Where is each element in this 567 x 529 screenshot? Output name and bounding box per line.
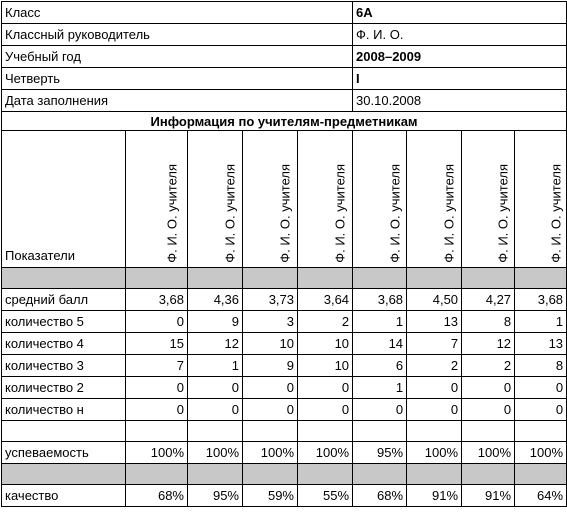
row-label: успеваемость xyxy=(2,442,126,464)
teacher-header-cell xyxy=(407,131,462,268)
gray-cell xyxy=(188,464,243,485)
row-label: количество н xyxy=(2,399,126,421)
row-label: количество 2 xyxy=(2,377,126,399)
info-value: I xyxy=(353,68,567,90)
section-title: Информация по учителям-предметникам xyxy=(2,112,567,131)
cell: 100% xyxy=(188,442,243,464)
cell: 0 xyxy=(126,377,188,399)
cell: 0 xyxy=(515,399,567,421)
cell: 14 xyxy=(353,333,407,355)
cell: 12 xyxy=(462,333,515,355)
blank-cell xyxy=(407,421,462,442)
cell: 0 xyxy=(243,377,298,399)
teacher-name: Ф. И. О. учителя xyxy=(387,164,403,263)
row-label: количество 3 xyxy=(2,355,126,377)
indicators-header: Показатели xyxy=(2,131,126,268)
cell: 9 xyxy=(243,355,298,377)
row-label: средний балл xyxy=(2,289,126,311)
teacher-name: Ф. И. О. учителя xyxy=(441,164,457,263)
gray-cell xyxy=(188,268,243,289)
teacher-name: Ф. И. О. учителя xyxy=(495,164,511,263)
info-label: Классный руководитель xyxy=(2,24,353,46)
teacher-header-cell xyxy=(243,131,298,268)
gray-cell xyxy=(407,268,462,289)
cell: 0 xyxy=(188,399,243,421)
cell: 8 xyxy=(515,355,567,377)
cell: 0 xyxy=(298,399,353,421)
info-label: Класс xyxy=(2,2,353,24)
teacher-name: Ф. И. О. учителя xyxy=(164,164,179,263)
gray-cell xyxy=(298,464,353,485)
cell: 0 xyxy=(126,399,188,421)
teacher-header-cell xyxy=(515,131,567,268)
cell: 0 xyxy=(353,399,407,421)
cell: 1 xyxy=(353,311,407,333)
cell: 10 xyxy=(298,355,353,377)
teacher-header-cell xyxy=(298,131,353,268)
cell: 0 xyxy=(188,377,243,399)
cell: 4,50 xyxy=(407,289,462,311)
cell: 100% xyxy=(462,442,515,464)
teacher-name: Ф. И. О. учителя xyxy=(277,164,293,263)
gray-cell xyxy=(515,464,567,485)
cell: 0 xyxy=(462,399,515,421)
cell: 3,73 xyxy=(243,289,298,311)
info-row-class xyxy=(2,2,567,24)
cell: 1 xyxy=(515,311,567,333)
cell: 7 xyxy=(126,355,188,377)
teacher-header-row xyxy=(2,131,567,268)
cell: 2 xyxy=(462,355,515,377)
cell: 100% xyxy=(407,442,462,464)
gray-cell xyxy=(407,464,462,485)
cell: 10 xyxy=(243,333,298,355)
blank-cell xyxy=(462,421,515,442)
cell: 95% xyxy=(353,442,407,464)
cell: 9 xyxy=(188,311,243,333)
class-report-table xyxy=(1,1,567,507)
cell: 6 xyxy=(353,355,407,377)
cell: 4,27 xyxy=(462,289,515,311)
table-row-quality xyxy=(2,485,567,507)
table-row-countn xyxy=(2,399,567,421)
cell: 0 xyxy=(407,399,462,421)
table-row-progress xyxy=(2,442,567,464)
blank-cell xyxy=(2,421,126,442)
gray-cell xyxy=(126,268,188,289)
table-row-count4 xyxy=(2,333,567,355)
row-label: качество xyxy=(2,485,126,507)
cell: 7 xyxy=(407,333,462,355)
cell: 100% xyxy=(298,442,353,464)
gray-cell xyxy=(243,268,298,289)
info-row-teacher xyxy=(2,24,567,46)
gray-cell xyxy=(2,464,126,485)
cell: 3,68 xyxy=(515,289,567,311)
cell: 59% xyxy=(243,485,298,507)
teacher-name: Ф. И. О. учителя xyxy=(332,164,348,263)
gray-cell xyxy=(353,464,407,485)
teacher-header-cell xyxy=(188,131,243,268)
cell: 3,64 xyxy=(298,289,353,311)
info-row-quarter xyxy=(2,68,567,90)
cell: 100% xyxy=(515,442,567,464)
gray-cell xyxy=(462,464,515,485)
cell: 91% xyxy=(407,485,462,507)
cell: 12 xyxy=(188,333,243,355)
teacher-header-cell xyxy=(353,131,407,268)
cell: 91% xyxy=(462,485,515,507)
cell: 100% xyxy=(243,442,298,464)
cell: 0 xyxy=(126,311,188,333)
info-value: 30.10.2008 xyxy=(353,90,567,112)
blank-cell xyxy=(353,421,407,442)
cell: 68% xyxy=(126,485,188,507)
info-label: Четверть xyxy=(2,68,353,90)
gray-cell xyxy=(298,268,353,289)
teacher-name: Ф. И. О. учителя xyxy=(222,164,238,263)
cell: 3,68 xyxy=(353,289,407,311)
cell: 64% xyxy=(515,485,567,507)
cell: 68% xyxy=(353,485,407,507)
cell: 0 xyxy=(243,399,298,421)
cell: 2 xyxy=(407,355,462,377)
cell: 1 xyxy=(353,377,407,399)
cell: 55% xyxy=(298,485,353,507)
cell: 2 xyxy=(298,311,353,333)
cell: 1 xyxy=(188,355,243,377)
cell: 15 xyxy=(126,333,188,355)
row-label: количество 4 xyxy=(2,333,126,355)
cell: 0 xyxy=(515,377,567,399)
info-value: Ф. И. О. xyxy=(353,24,567,46)
cell: 8 xyxy=(462,311,515,333)
cell: 0 xyxy=(407,377,462,399)
gray-cell xyxy=(243,464,298,485)
info-value: 6А xyxy=(353,2,567,24)
blank-cell xyxy=(298,421,353,442)
blank-cell xyxy=(515,421,567,442)
row-label: количество 5 xyxy=(2,311,126,333)
info-value: 2008–2009 xyxy=(353,46,567,68)
gray-cell xyxy=(126,464,188,485)
blank-row xyxy=(2,421,567,442)
gray-cell xyxy=(353,268,407,289)
gray-cell xyxy=(462,268,515,289)
cell: 4,36 xyxy=(188,289,243,311)
teacher-header-cell xyxy=(126,131,188,268)
gray-cell xyxy=(2,268,126,289)
cell: 13 xyxy=(515,333,567,355)
cell: 0 xyxy=(298,377,353,399)
gray-separator-row xyxy=(2,464,567,485)
cell: 95% xyxy=(188,485,243,507)
gray-separator-row xyxy=(2,268,567,289)
info-row-date xyxy=(2,90,567,112)
section-title-row xyxy=(2,112,567,131)
cell: 3,68 xyxy=(126,289,188,311)
gray-cell xyxy=(515,268,567,289)
info-label: Учебный год xyxy=(2,46,353,68)
cell: 13 xyxy=(407,311,462,333)
blank-cell xyxy=(126,421,188,442)
blank-cell xyxy=(188,421,243,442)
table-row-count5 xyxy=(2,311,567,333)
teacher-header-cell xyxy=(462,131,515,268)
table-row-count2 xyxy=(2,377,567,399)
cell: 0 xyxy=(462,377,515,399)
cell: 10 xyxy=(298,333,353,355)
teacher-name: Ф. И. О. учителя xyxy=(548,164,564,263)
blank-cell xyxy=(243,421,298,442)
cell: 3 xyxy=(243,311,298,333)
table-row-count3 xyxy=(2,355,567,377)
info-row-year xyxy=(2,46,567,68)
info-label: Дата заполнения xyxy=(2,90,353,112)
cell: 100% xyxy=(126,442,188,464)
table-row-avg xyxy=(2,289,567,311)
